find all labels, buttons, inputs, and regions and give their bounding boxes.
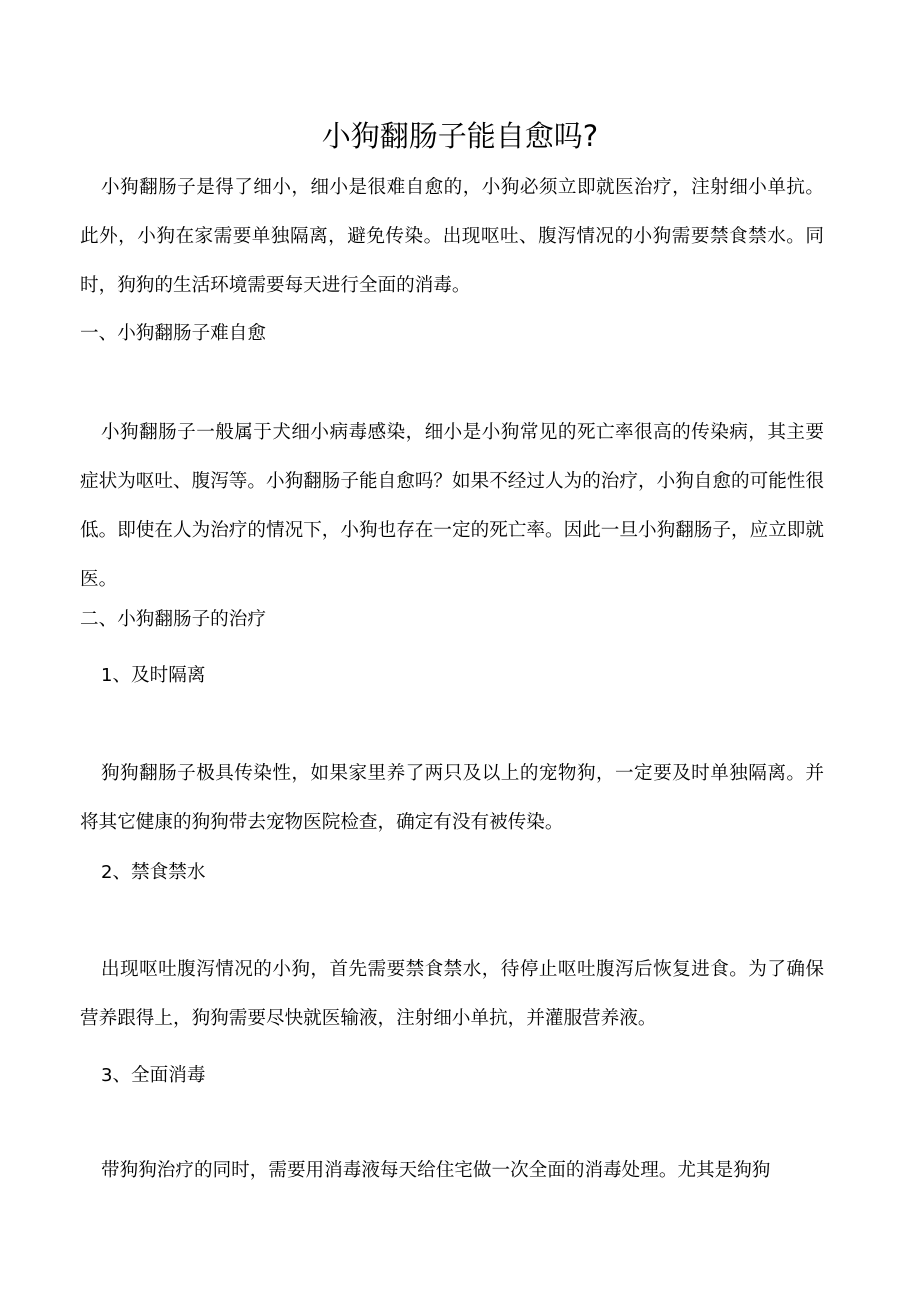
isolation-paragraph: 狗狗翻肠子极具传染性，如果家里养了两只及以上的宠物狗，一定要及时单独隔离。并将其它健康的狗狗带去宠物医院检查，确定有没有被传染。: [80, 763, 824, 833]
subheading-label: 、禁食禁水: [112, 862, 206, 883]
disinfection-paragraph: 带狗狗治疗的同时，需要用消毒液每天给住宅做一次全面的消毒处理。尤其是狗狗: [101, 1160, 771, 1181]
intro-paragraph: 小狗翻肠子是得了细小，细小是很难自愈的，小狗必须立即就医治疗，注射细小单抗。此外，小狗在家需要单独隔离，避免传染。出现呕吐、腹泻情况的小狗需要禁食禁水。同时，狗狗的生活环境需要每天进行全面的消毒。: [80, 177, 824, 296]
subheading-number: 3: [101, 1065, 113, 1086]
subheading-number: 1: [101, 665, 113, 686]
subheading-label: 、及时隔离: [112, 665, 206, 686]
subheading-number: 2: [101, 862, 113, 883]
fasting-paragraph: 出现呕吐腹泻情况的小狗，首先需要禁食禁水，待停止呕吐腹泻后恢复进食。为了确保营养跟得上，狗狗需要尽快就医输液，注射细小单抗，并灌服营养液。: [80, 959, 824, 1029]
section-heading-2: 二、小狗翻肠子的治疗: [80, 609, 266, 630]
document-title: 小狗翻肠子能自愈吗?: [321, 119, 599, 153]
section-heading-1: 一、小狗翻肠子难自愈: [80, 323, 266, 344]
subheading-isolation: [101, 661, 205, 691]
subheading-disinfection: [101, 1061, 205, 1091]
subheading-label: 、全面消毒: [112, 1065, 206, 1086]
subheading-fasting: [101, 858, 205, 888]
section-1-paragraph: 小狗翻肠子一般属于犬细小病毒感染，细小是小狗常见的死亡率很高的传染病，其主要症状为呕吐、腹泻等。小狗翻肠子能自愈吗？如果不经过人为的治疗，小狗自愈的可能性很低。即使在人为治疗的情况下，小狗也存在一定的死亡率。因此一旦小狗翻肠子，应立即就医。: [80, 422, 824, 590]
